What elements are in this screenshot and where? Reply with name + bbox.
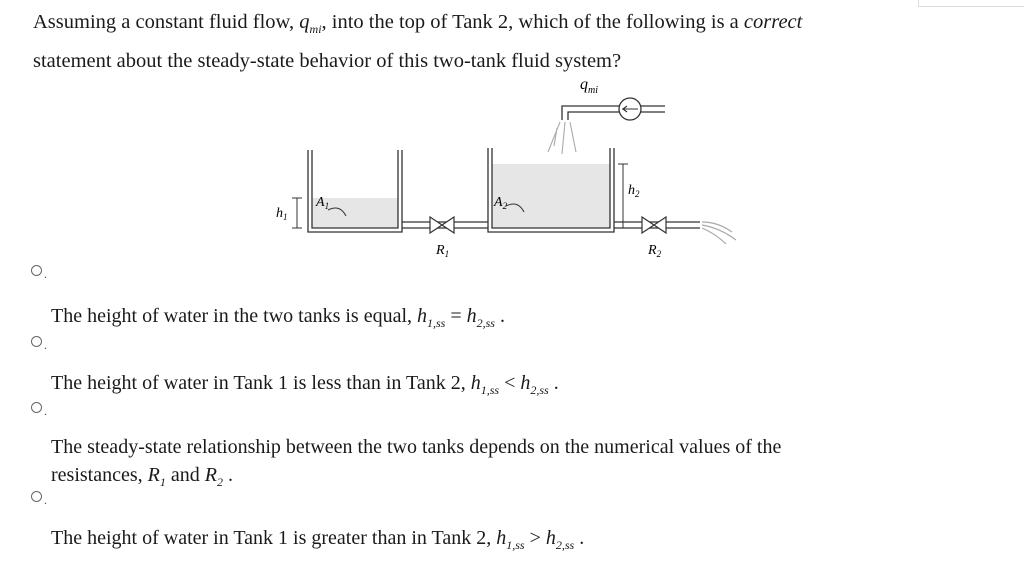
h2-marker: [618, 164, 628, 228]
a1-label: $A_1$: [316, 195, 330, 211]
two-tank-diagram: [270, 72, 770, 262]
r1-label: $R_1$: [436, 243, 450, 259]
option-3-dot: .: [44, 404, 47, 418]
question-part1: Assuming a constant fluid flow,: [33, 11, 295, 33]
option-1-text: The height of water in the two tanks is equal, $h_{1,ss} = h_{2,ss}$ .: [51, 305, 505, 330]
question-text: [33, 6, 913, 77]
question-part3: statement about the steady-state behavior of this two-tank fluid system?: [33, 50, 622, 72]
valve-r1: [430, 217, 454, 233]
option-4-text: The height of water in Tank 1 is greater than in Tank 2, $h_{1,ss} > h_{2,ss}$ .: [51, 527, 585, 552]
h1-label: $h_1$: [276, 206, 288, 222]
option-4-dot: .: [44, 493, 47, 507]
option-3-text: The steady-state relationship between the two tanks depends on the numerical values of the resistances, $R_1$ and $R_2$ .: [51, 436, 782, 489]
option-1-dot: .: [44, 267, 47, 281]
option-2-text: The height of water in Tank 1 is less than in Tank 2, $h_{1,ss} < h_{2,ss}$ .: [51, 372, 559, 397]
h1-marker: [292, 198, 302, 228]
r2-label: $R_2$: [648, 243, 662, 259]
option-3-radio[interactable]: [31, 402, 42, 413]
flow-label: $q_{mi}$: [580, 76, 598, 96]
top-right-frame: [918, 0, 1024, 7]
inflow-pipe: [562, 106, 665, 120]
a2-label: $A_2$: [494, 195, 508, 211]
h2-label: $h_2$: [628, 183, 640, 199]
option-1-radio[interactable]: [31, 265, 42, 276]
question-emphasis: correct: [743, 11, 803, 33]
option-2-radio[interactable]: [31, 336, 42, 347]
option-4-radio[interactable]: [31, 491, 42, 502]
valve-r2: [642, 217, 666, 233]
option-2-dot: .: [44, 338, 47, 352]
question-part2: , into the top of Tank 2, which of the following is a: [321, 11, 739, 33]
tank2-water: [492, 164, 610, 228]
flow-variable-sub: mi: [309, 22, 322, 36]
inflow-spray: [548, 122, 576, 154]
flow-variable: q: [299, 11, 310, 33]
outflow-spray: [702, 222, 736, 244]
